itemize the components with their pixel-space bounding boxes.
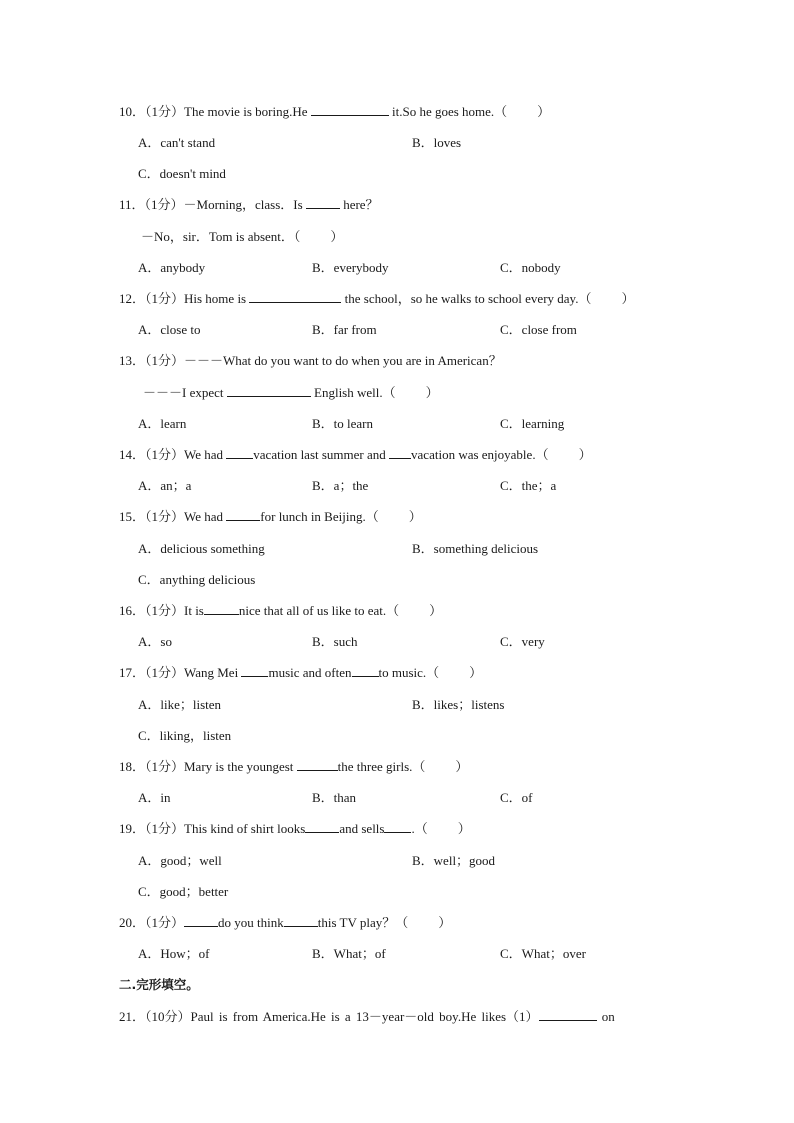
option-b[interactable]: B．loves [412,135,462,150]
question-20: 20．（1分） do you think this TV play？（ ） [119,915,452,930]
option-a[interactable]: A．like；listen [138,697,222,712]
option-a[interactable]: A．good；well [138,853,222,868]
option-b[interactable]: B．a；the [312,478,369,493]
option-a[interactable]: A．How；of [138,946,210,961]
option-b[interactable]: B．such [312,634,358,649]
question-13: 13．（1分）－－－What do you want to do when you are in American？ [119,353,502,368]
option-a[interactable]: A．close to [138,322,201,337]
question-21: 21．（10分）Paul is from America.He is a 13－year－old boy.He likes（1） on [119,1009,615,1024]
answer-blank[interactable] [226,446,253,459]
answer-blank[interactable] [306,196,340,209]
option-a[interactable]: A．in [138,790,171,805]
answer-blank[interactable] [311,103,389,116]
option-b[interactable]: B．everybody [312,260,389,275]
answer-blank[interactable] [241,664,268,677]
option-c[interactable]: C．doesn't mind [138,166,226,181]
option-b[interactable]: B．What；of [312,946,386,961]
option-c[interactable]: C．close from [500,322,577,337]
option-a[interactable]: A．learn [138,416,187,431]
option-a[interactable]: A．can't stand [138,135,216,150]
question-11 [119,196,379,214]
option-c[interactable]: C．anything delicious [138,572,256,587]
answer-blank[interactable] [227,384,311,397]
question-18: 18．（1分）Mary is the youngest the three girls.（ ） [119,759,469,774]
option-c[interactable]: C．good；better [138,884,229,899]
option-a[interactable]: A．delicious something [138,541,265,556]
answer-blank[interactable] [204,602,239,615]
question-13-line2: －－－I expect English well.（ ） [143,385,439,400]
option-c[interactable]: C．the；a [500,478,557,493]
answer-blank[interactable] [384,820,411,833]
option-c[interactable]: C．What；over [500,946,586,961]
answer-blank[interactable] [389,446,411,459]
option-a[interactable]: A．an；a [138,478,192,493]
question-10: 10．（1分）The movie is boring.He it.So he goes home.（ ） [119,104,551,119]
question-text: 11．（1分）－Morning，class．Is [119,197,306,212]
question-17: 17．（1分）Wang Mei music and often to music.（ ） [119,665,483,680]
option-c[interactable]: C．very [500,634,545,649]
section-heading: 二.完形填空。 [119,977,199,992]
option-c[interactable]: C．learning [500,416,565,431]
option-b[interactable]: B．well；good [412,853,496,868]
option-c[interactable]: C．of [500,790,533,805]
question-11-line2: －No，sir．Tom is absent．（ ） [141,229,344,244]
option-b[interactable]: B．something delicious [412,541,539,556]
option-a[interactable]: A．anybody [138,260,206,275]
question-12: 12．（1分）His home is the school，so he walks to school every day.（ ） [119,291,635,306]
option-a[interactable]: A．so [138,634,172,649]
option-c[interactable]: C．liking，listen [138,728,232,743]
option-b[interactable]: B．likes；listens [412,697,505,712]
answer-blank[interactable] [226,508,260,521]
option-b[interactable]: B．to learn [312,416,374,431]
option-c[interactable]: C．nobody [500,260,561,275]
question-16: 16．（1分）It is nice that all of us like to eat.（ ） [119,603,443,618]
answer-blank[interactable] [184,914,218,927]
answer-blank[interactable] [284,914,318,927]
question-14: 14．（1分）We had vacation last summer and vacation was enjoyable.（ ） [119,447,592,462]
question-19: 19．（1分）This kind of shirt looks and sells .（ ） [119,821,471,836]
answer-blank[interactable] [352,664,379,677]
question-text: here？ [339,197,379,212]
option-b[interactable]: B．far from [312,322,377,337]
option-b[interactable]: B．than [312,790,357,805]
answer-blank[interactable] [297,758,338,771]
question-15: 15．（1分）We had for lunch in Beijing.（ ） [119,509,422,524]
answer-blank[interactable] [305,820,339,833]
answer-blank[interactable] [539,1008,597,1021]
question-text: it.So he goes home.（ [388,104,508,119]
answer-blank[interactable] [249,290,341,303]
question-text: 10．（1分）The movie is boring.He [119,104,311,119]
